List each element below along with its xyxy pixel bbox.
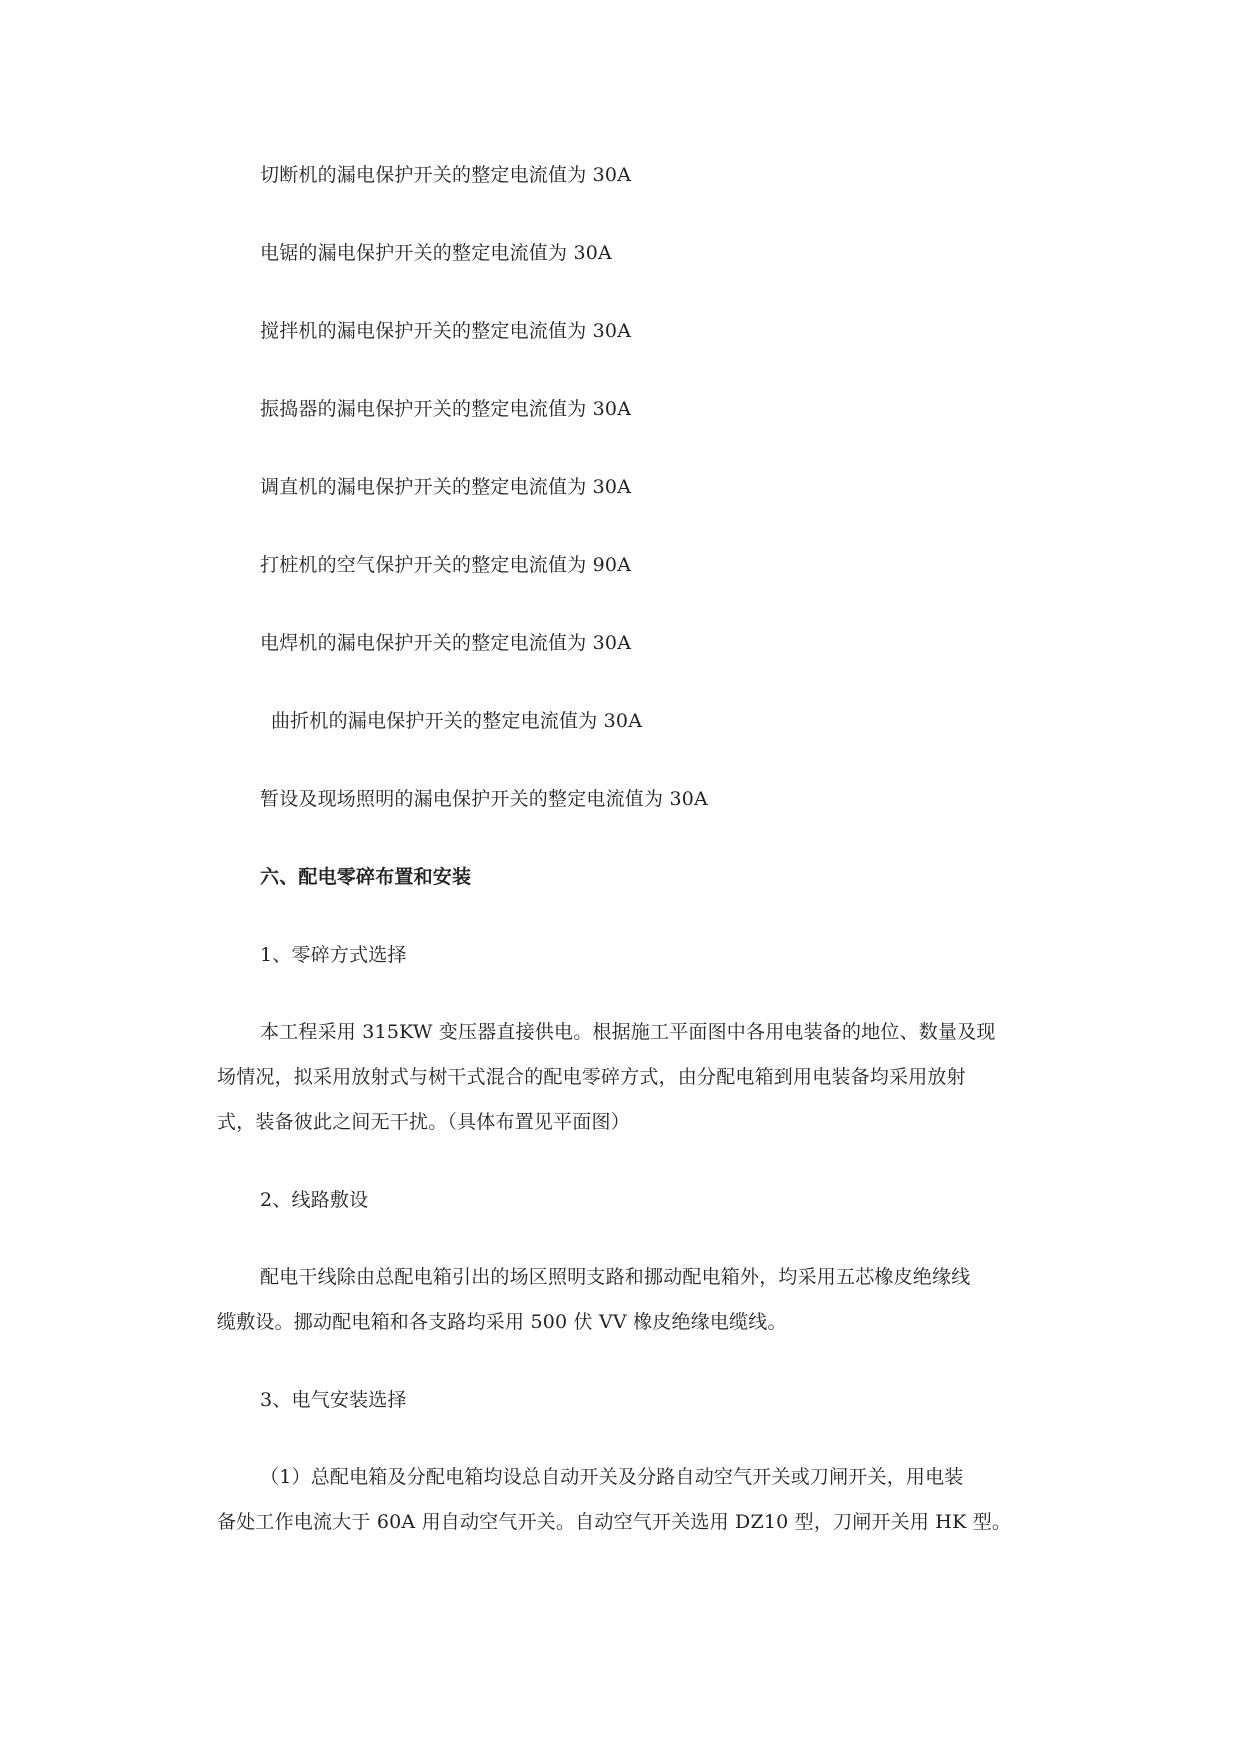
setting-line-cutter: 切断机的漏电保护开关的整定电流值为 30A [260,164,632,186]
paragraph-1-line-1: 本工程采用 315KW 变压器直接供电。根据施工平面图中各用电装备的地位、数量及现 [260,1021,996,1043]
paragraph-2-line-2: 缆敷设。挪动配电箱和各支路均采用 500 伏 VV 橡皮绝缘电缆线。 [217,1311,787,1333]
subsection-title-1: 1、零碎方式选择 [260,944,407,966]
paragraph-2-line-1: 配电干线除由总配电箱引出的场区照明支路和挪动配电箱外，均采用五芯橡皮绝缘线 [260,1266,971,1288]
setting-line-lighting: 暂设及现场照明的漏电保护开关的整定电流值为 30A [260,788,708,810]
setting-line-vibrator: 振捣器的漏电保护开关的整定电流值为 30A [260,398,632,420]
setting-line-mixer: 搅拌机的漏电保护开关的整定电流值为 30A [260,320,632,342]
setting-line-saw: 电锯的漏电保护开关的整定电流值为 30A [260,242,612,264]
paragraph-3-line-1: （1）总配电箱及分配电箱均设总自动开关及分路自动空气开关或刀闸开关，用电装 [260,1466,964,1488]
subsection-title-3: 3、电气安装选择 [260,1389,407,1411]
section-heading: 六、配电零碎布置和安装 [260,866,472,888]
setting-line-pile-driver: 打桩机的空气保护开关的整定电流值为 90A [260,554,632,576]
subsection-title-2: 2、线路敷设 [260,1189,369,1211]
setting-line-straightener: 调直机的漏电保护开关的整定电流值为 30A [260,476,632,498]
paragraph-1-line-3: 式，装备彼此之间无干扰。（具体布置见平面图） [217,1111,630,1133]
setting-line-bender: 曲折机的漏电保护开关的整定电流值为 30A [271,710,643,732]
paragraph-1-line-2: 场情况，拟采用放射式与树干式混合的配电零碎方式，由分配电箱到用电装备均采用放射 [217,1066,966,1088]
setting-line-welder: 电焊机的漏电保护开关的整定电流值为 30A [260,632,632,654]
paragraph-3-line-2: 备处工作电流大于 60A 用自动空气开关。自动空气开关选用 DZ10 型，刀闸开关用 HK 型。 [217,1511,1012,1533]
